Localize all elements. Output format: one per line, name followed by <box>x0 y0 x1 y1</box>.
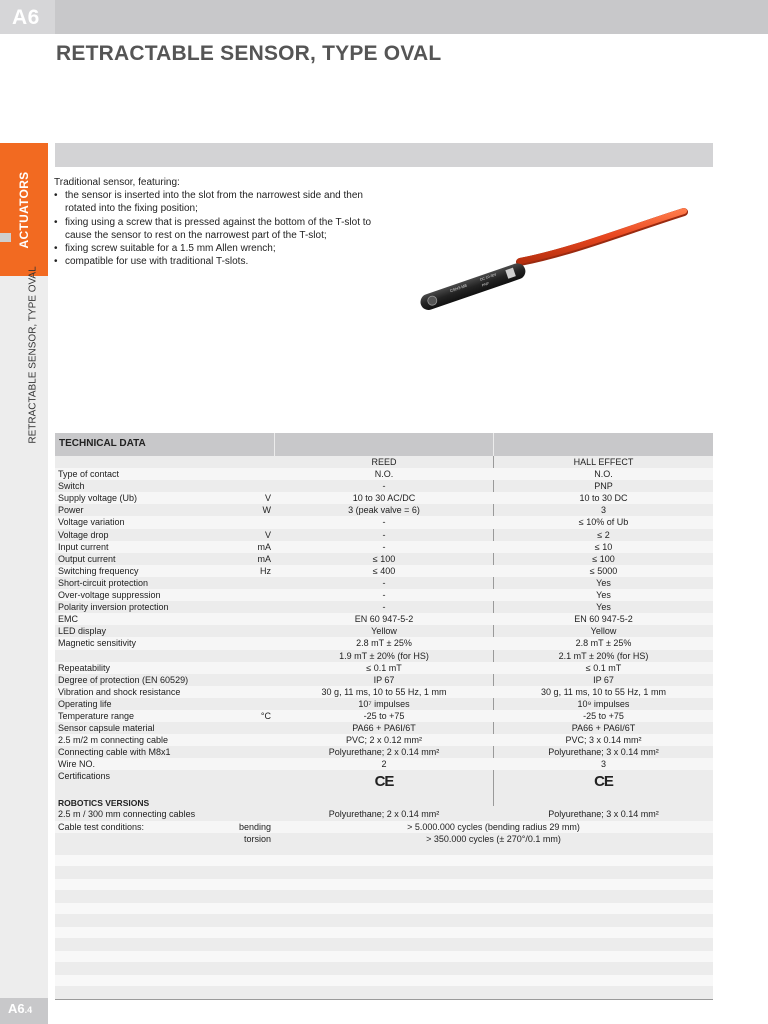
row-hall-value: ≤ 2 <box>597 529 610 540</box>
empty-row-stripe <box>55 975 713 986</box>
row-unit: V <box>264 493 271 504</box>
row-hall-value: N.O. <box>594 469 613 480</box>
row-hall-value: PNP <box>594 481 613 492</box>
row-reed-value: EN 60 947-5-2 <box>354 614 414 625</box>
row-label: Switch <box>58 481 85 492</box>
row-reed-value: Polyurethane; 2 x 0.14 mm² <box>328 747 440 758</box>
empty-row-stripe <box>55 951 713 962</box>
page-number-sub: .4 <box>24 1005 33 1015</box>
row-hall-value: Yes <box>596 590 611 601</box>
row-reed-value: IP 67 <box>373 674 395 685</box>
row-label: Connecting cable with M8x1 <box>58 747 171 758</box>
table-row <box>55 480 713 492</box>
row-label: Voltage variation <box>58 517 125 528</box>
row-reed-value: PA66 + PA6I/6T <box>352 723 416 734</box>
row-reed-value: ≤ 400 <box>372 565 396 576</box>
table-row <box>55 734 713 746</box>
row-hall-value: -25 to +75 <box>583 710 624 721</box>
row-label: EMC <box>58 614 78 625</box>
tab-marker <box>0 233 11 242</box>
page-number <box>8 1001 32 1016</box>
row-hall-value: Yellow <box>590 626 617 637</box>
row-reed-value: - <box>382 590 386 601</box>
row-hall-value: 10 to 30 DC <box>579 493 628 504</box>
top-bar <box>0 0 768 34</box>
row-reed-value: 10 to 30 AC/DC <box>352 493 416 504</box>
technical-data-header <box>55 433 713 456</box>
row-label: Operating life <box>58 698 112 709</box>
row-label: Short-circuit protection <box>58 577 149 588</box>
table-row <box>55 758 713 770</box>
row-label: Wire NO. <box>58 759 95 770</box>
table-row <box>55 504 713 516</box>
data-rows-container <box>55 468 713 770</box>
row-hall-value: ≤ 10% of Ub <box>578 517 629 528</box>
row-hall-value: Yes <box>596 577 611 588</box>
row-hall-value: 3 <box>600 759 606 770</box>
table-row <box>55 613 713 625</box>
header-separator <box>493 433 494 456</box>
table-row <box>55 516 713 528</box>
row-label: Type of contact <box>58 469 120 480</box>
table-row <box>55 698 713 710</box>
row-reed-value: - <box>382 541 386 552</box>
row-reed-value: - <box>382 529 386 540</box>
sensor-product-photo <box>412 200 702 320</box>
row-hall-value: Polyurethane; 3 x 0.14 mm² <box>548 809 659 820</box>
row-reed-value: Polyurethane; 2 x 0.14 mm² <box>328 809 440 820</box>
technical-data-title: TECHNICAL DATA <box>59 438 146 449</box>
row-hall-value: 2.1 mT ± 20% (for HS) <box>558 650 649 661</box>
column-header-hall: HALL EFFECT <box>573 457 634 467</box>
robotics-section-title: ROBOTICS VERSIONS <box>58 798 150 809</box>
row-hall-value: EN 60 947-5-2 <box>574 614 633 625</box>
table-row <box>55 637 713 649</box>
table-row <box>55 601 713 613</box>
section-side-label: RETRACTABLE SENSOR, TYPE OVAL <box>27 266 39 444</box>
description-bullet: • the sensor is inserted into the slot from the narrowest side and then rotated into the fixing position; <box>54 189 384 215</box>
row-label: Switching frequency <box>58 565 139 576</box>
row-reed-value: PVC; 2 x 0.12 mm² <box>345 735 423 746</box>
intro-header-bar <box>55 143 713 167</box>
ce-mark-icon: CE <box>594 773 613 791</box>
row-hall-value: ≤ 10 <box>594 541 613 552</box>
table-column-headers <box>55 456 713 468</box>
row-hall-value: ≤ 0.1 mT <box>585 662 622 673</box>
row-unit: Hz <box>260 565 271 576</box>
page-number-main: A6 <box>8 1001 25 1016</box>
table-row <box>55 492 713 504</box>
row-reed-value: Yellow <box>371 626 397 637</box>
row-reed-value: - <box>382 517 386 528</box>
table-row-certifications <box>55 770 713 794</box>
row-label: Vibration and shock resistance <box>58 686 181 697</box>
row-sublabel: bending <box>238 821 271 832</box>
row-unit: mA <box>257 541 271 552</box>
row-label: Degree of protection (EN 60529) <box>58 674 189 685</box>
row-label: Power <box>58 505 84 516</box>
description-bullet: • fixing using a screw that is pressed against the bottom of the T-slot to cause the sensor to rest on the narrowest part of the T-slot; <box>54 216 384 242</box>
table-row <box>55 650 713 662</box>
table-row <box>55 686 713 698</box>
row-hall-value: PVC; 3 x 0.14 mm² <box>565 735 642 746</box>
table-row <box>55 746 713 758</box>
footer-rule <box>55 999 713 1000</box>
row-hall-value: PA66 + PA6I/6T <box>571 723 636 734</box>
table-row <box>55 468 713 480</box>
row-hall-value: Yes <box>596 602 611 613</box>
row-label: Voltage drop <box>58 529 109 540</box>
row-label: Output current <box>58 553 116 564</box>
row-hall-value: ≤ 5000 <box>589 565 618 576</box>
actuators-tab-label: ACTUATORS <box>17 171 31 249</box>
row-label: Magnetic sensitivity <box>58 638 137 649</box>
row-reed-value: 10⁷ impulses <box>358 698 410 709</box>
row-hall-value: 10⁹ impulses <box>577 698 630 709</box>
row-reed-value: N.O. <box>374 469 394 480</box>
row-reed-value: 30 g, 11 ms, 10 to 55 Hz, 1 mm <box>321 686 447 697</box>
empty-row-stripe <box>55 927 713 938</box>
row-unit: °C <box>260 710 271 721</box>
column-header-reed: REED <box>371 457 397 467</box>
row-label: Polarity inversion protection <box>58 602 169 613</box>
table-row <box>55 553 713 565</box>
row-span-value: > 350.000 cycles (± 270°/0.1 mm) <box>426 833 561 844</box>
row-label: Over-voltage suppression <box>58 590 161 601</box>
row-label: 2.5 m/2 m connecting cable <box>58 735 169 746</box>
row-label: LED display <box>58 626 107 637</box>
description-bullet: • fixing screw suitable for a 1.5 mm Allen wrench; <box>54 242 384 255</box>
row-label: Temperature range <box>58 710 135 721</box>
row-unit: V <box>264 529 271 540</box>
table-row <box>55 674 713 686</box>
row-unit: mA <box>257 553 271 564</box>
row-hall-value: 3 <box>600 505 606 516</box>
row-label: Input current <box>58 541 109 552</box>
row-reed-value: 1.9 mT ± 20% (for HS) <box>339 650 429 661</box>
row-reed-value: 2 <box>381 759 387 770</box>
table-row <box>55 821 713 833</box>
row-reed-value: ≤ 100 <box>372 553 396 564</box>
row-reed-value: ≤ 0.1 mT <box>366 662 402 673</box>
row-reed-value: - <box>382 481 386 492</box>
row-label: 2.5 m / 300 mm connecting cables <box>58 809 196 820</box>
table-row <box>55 577 713 589</box>
photo-body-text: PNP <box>481 281 490 288</box>
table-row <box>55 833 713 845</box>
row-reed-value: 3 (peak valve = 6) <box>348 505 420 516</box>
table-row <box>55 565 713 577</box>
page-title: RETRACTABLE SENSOR, TYPE OVAL <box>56 42 442 65</box>
table-row <box>55 625 713 637</box>
table-row <box>55 541 713 553</box>
row-label: Cable test conditions: <box>58 821 145 832</box>
table-row <box>55 808 713 820</box>
row-reed-value: -25 to +75 <box>363 710 405 721</box>
technical-data-table <box>55 456 713 845</box>
table-row <box>55 722 713 734</box>
empty-row-stripe <box>55 855 713 866</box>
row-reed-value: 2.8 mT ± 25% <box>356 638 412 649</box>
table-row <box>55 662 713 674</box>
row-sublabel: torsion <box>243 833 271 844</box>
row-hall-value: IP 67 <box>593 674 614 685</box>
row-unit: W <box>262 505 271 516</box>
empty-row-stripe <box>55 879 713 890</box>
photo-body-text: CSH3-M8 <box>449 282 468 294</box>
table-row <box>55 710 713 722</box>
row-hall-value: Polyurethane; 3 x 0.14 mm² <box>548 747 659 758</box>
description-bullet: • compatible for use with traditional T-slots. <box>54 255 384 268</box>
header-separator <box>274 433 275 456</box>
row-span-value: > 5.000.000 cycles (bending radius 29 mm) <box>407 821 580 832</box>
row-label: Certifications <box>58 771 111 782</box>
row-hall-value: 30 g, 11 ms, 10 to 55 Hz, 1 mm <box>541 686 666 697</box>
empty-row-stripe <box>55 903 713 914</box>
row-label: Repeatability <box>58 662 111 673</box>
product-description <box>54 176 384 268</box>
section-code: A6 <box>12 6 40 29</box>
row-label: Supply voltage (Ub) <box>58 493 138 504</box>
row-hall-value: 2.8 mT ± 25% <box>575 638 632 649</box>
ce-mark-icon: CE <box>374 773 394 791</box>
row-hall-value: ≤ 100 <box>592 553 615 564</box>
row-reed-value: - <box>382 577 386 588</box>
description-intro: Traditional sensor, featuring: <box>54 177 180 188</box>
photo-body-text: DC 10-30V <box>479 272 498 282</box>
table-row <box>55 589 713 601</box>
row-reed-value: - <box>382 602 386 613</box>
table-row <box>55 529 713 541</box>
row-label: Sensor capsule material <box>58 723 155 734</box>
